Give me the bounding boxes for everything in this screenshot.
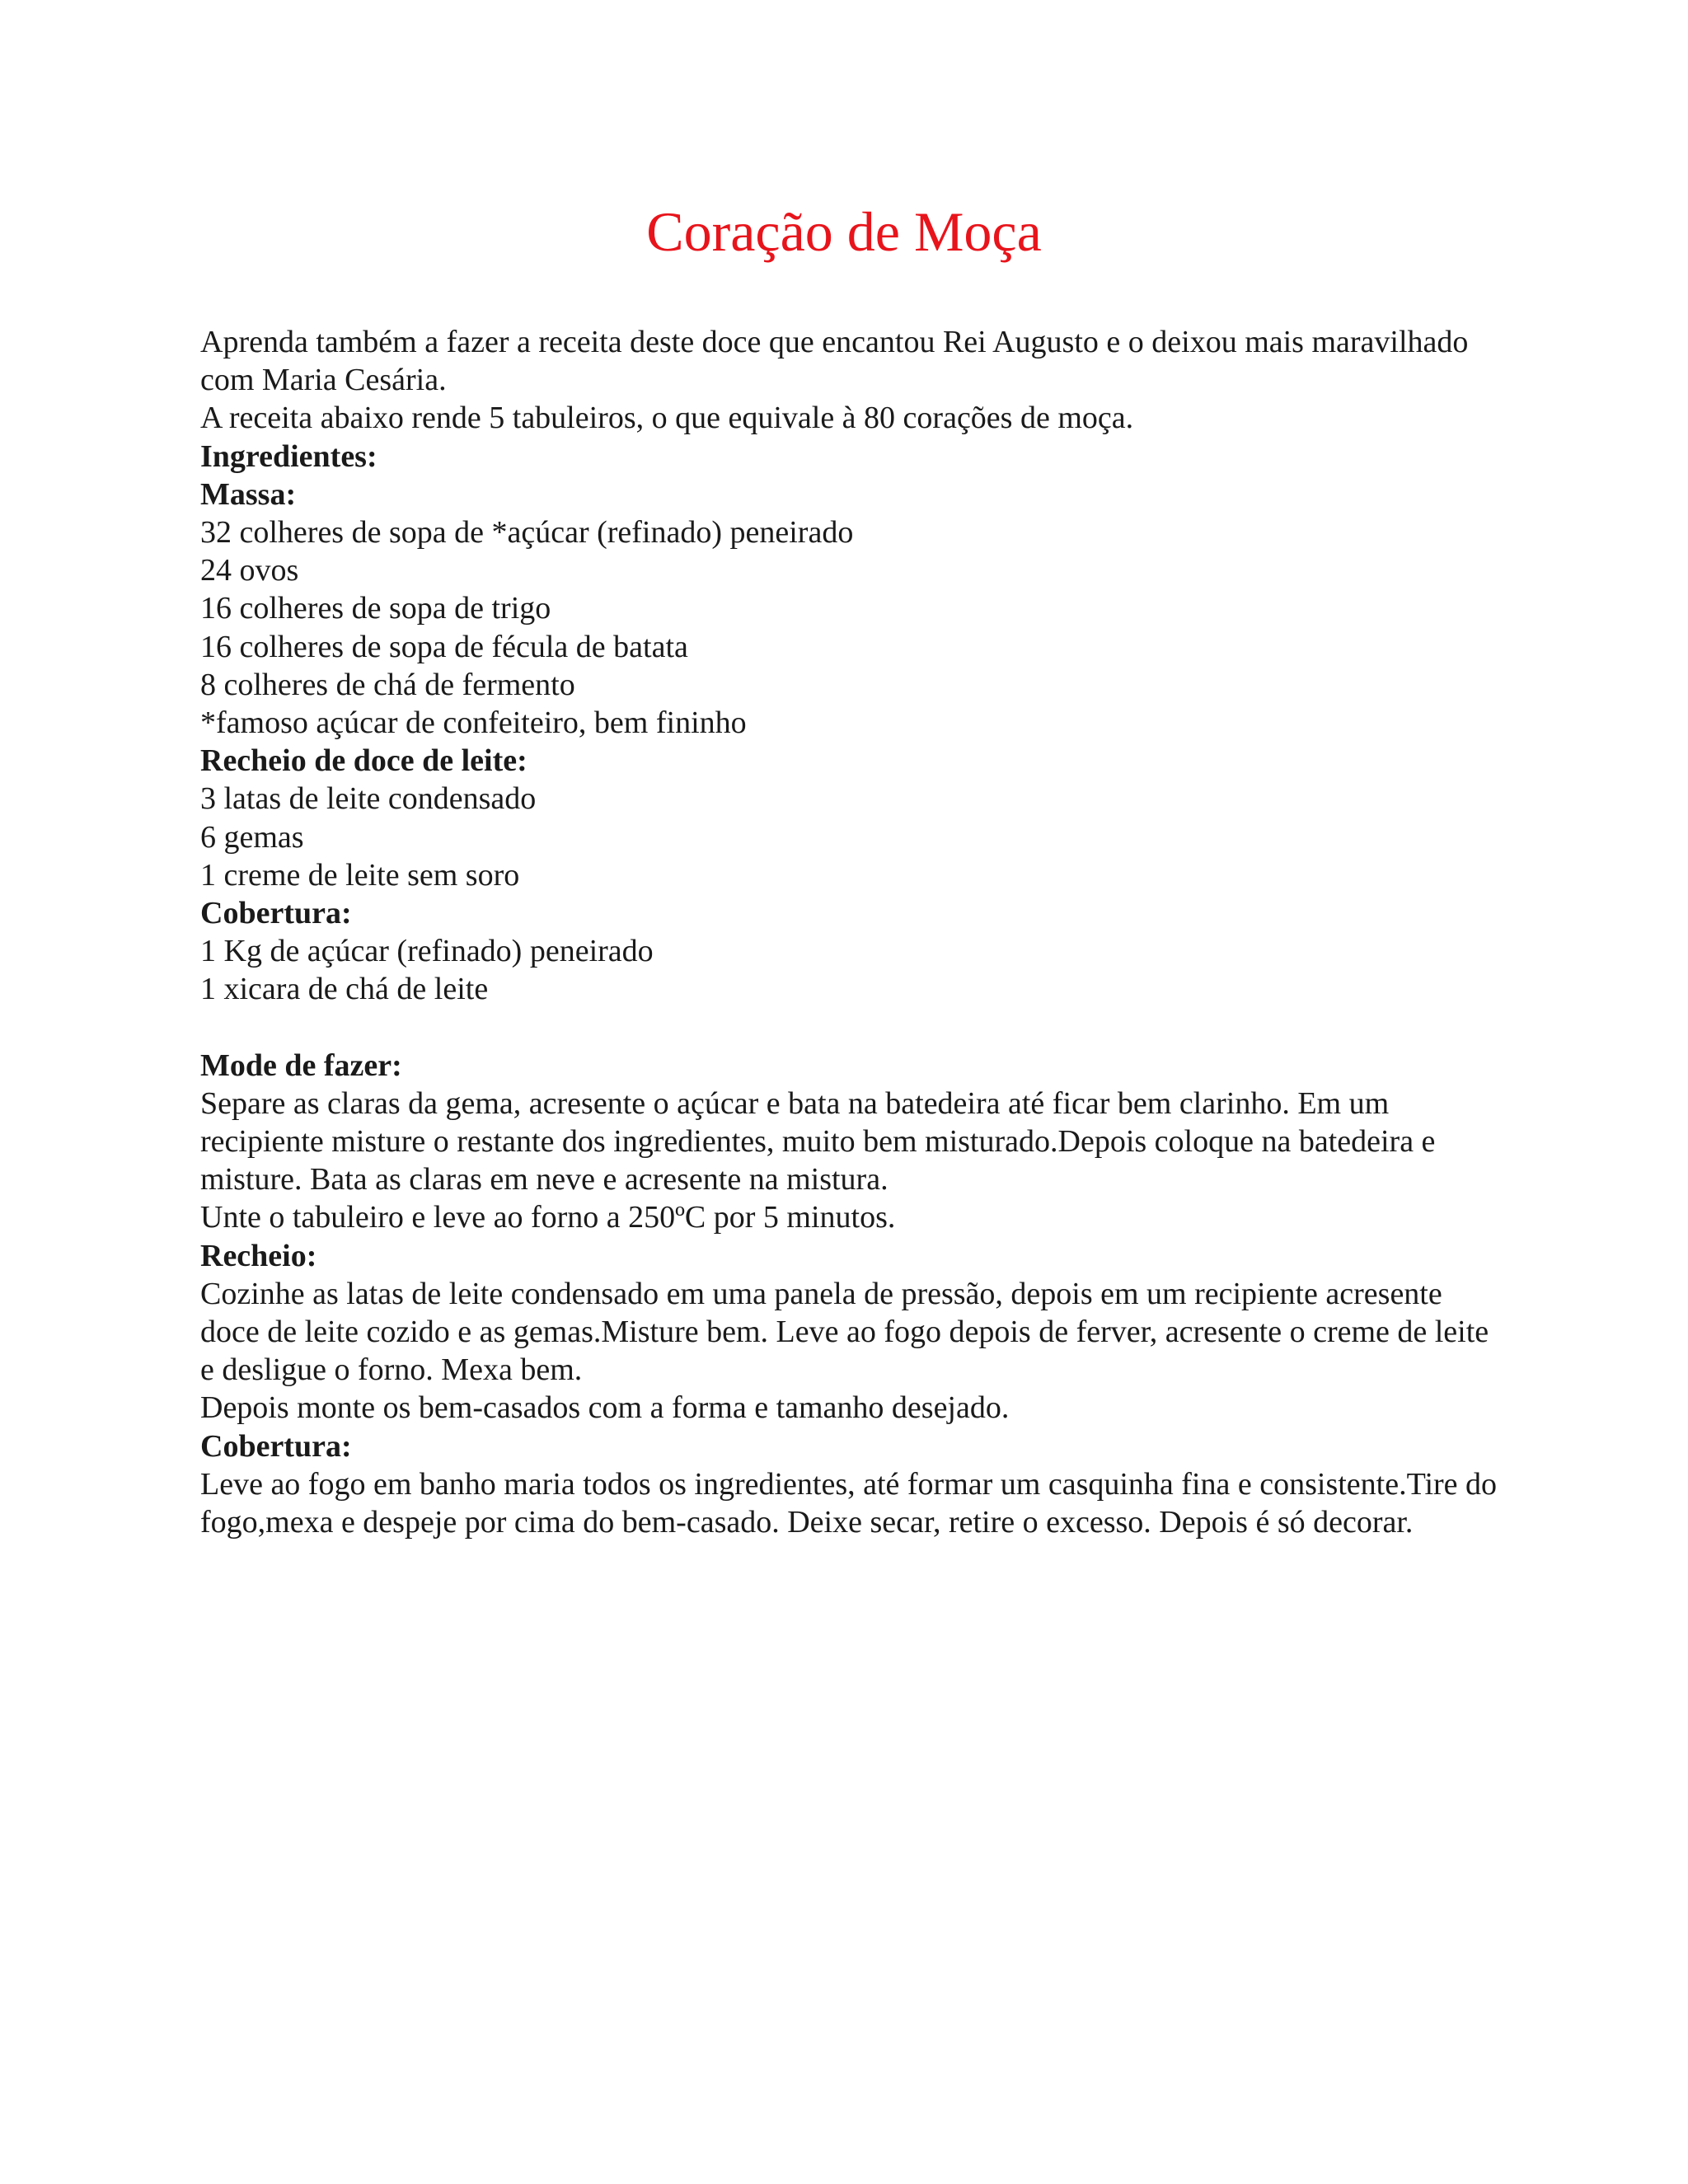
recheio-item: 1 creme de leite sem soro (200, 857, 520, 893)
recheio-method-paragraph: Depois monte os bem-casados com a forma e tamanho desejado. (200, 1390, 1010, 1426)
massa-item: 16 colheres de sopa de fécula de batata (200, 629, 688, 664)
cobertura-method-paragraph: Leve ao fogo em banho maria todos os ingredientes, até formar um casquinha fina e consistente.Tire do fogo,mexa e despeje por cima do bem-casado. Deixe secar, retire o excesso. Depois é só decorar. (200, 1466, 1498, 1540)
massa-item: 32 colheres de sopa de *açúcar (refinado) peneirado (200, 515, 854, 551)
intro-paragraph: Aprenda também a fazer a receita deste doce que encantou Rei Augusto e o deixou mais maravilhado com Maria Cesária. (200, 325, 1469, 398)
massa-heading: Massa: (200, 476, 297, 512)
recheio-method-heading: Recheio: (200, 1238, 317, 1273)
method-paragraph: Separe as claras da gema, acresente o açúcar e bata na batedeira até ficar bem clarinho. Em um recipiente misture o restante dos ingredientes, muito bem misturado.Depois coloque na batedeira e misture. Bata as claras em neve e acresente na mistura. (200, 1085, 1436, 1197)
cobertura-item: 1 Kg de açúcar (refinado) peneirado (200, 934, 654, 969)
recheio-ingredients-heading: Recheio de doce de leite: (200, 743, 528, 779)
page-title: Coração de Moça (646, 200, 1042, 263)
massa-item: 8 colheres de chá de fermento (200, 667, 575, 702)
intro-yield: A receita abaixo rende 5 tabuleiros, o que equivale à 80 corações de moça. (200, 401, 1134, 436)
recheio-item: 3 latas de leite condensado (200, 781, 537, 817)
cobertura-item: 1 xicara de chá de leite (200, 972, 489, 1007)
section-spacer (200, 1009, 1503, 1047)
ingredients-heading: Ingredientes: (200, 438, 377, 474)
massa-item: 24 ovos (200, 553, 299, 588)
massa-item: 16 colheres de sopa de trigo (200, 591, 551, 626)
method-heading: Mode de fazer: (200, 1047, 402, 1083)
cobertura-ingredients-heading: Cobertura: (200, 896, 352, 931)
cobertura-method-heading: Cobertura: (200, 1428, 352, 1464)
recheio-item: 6 gemas (200, 819, 304, 855)
massa-note: *famoso açúcar de confeiteiro, bem fininho (200, 705, 747, 741)
recheio-method-paragraph: Cozinhe as latas de leite condensado em uma panela de pressão, depois em um recipiente acresente doce de leite cozido e as gemas.Misture bem. Leve ao fogo depois de ferver, acresente o creme de leite e desligue o forno. Mexa bem. (200, 1276, 1489, 1388)
recipe-body (200, 323, 1503, 1541)
method-paragraph: Unte o tabuleiro e leve ao forno a 250ºC por 5 minutos. (200, 1200, 896, 1235)
